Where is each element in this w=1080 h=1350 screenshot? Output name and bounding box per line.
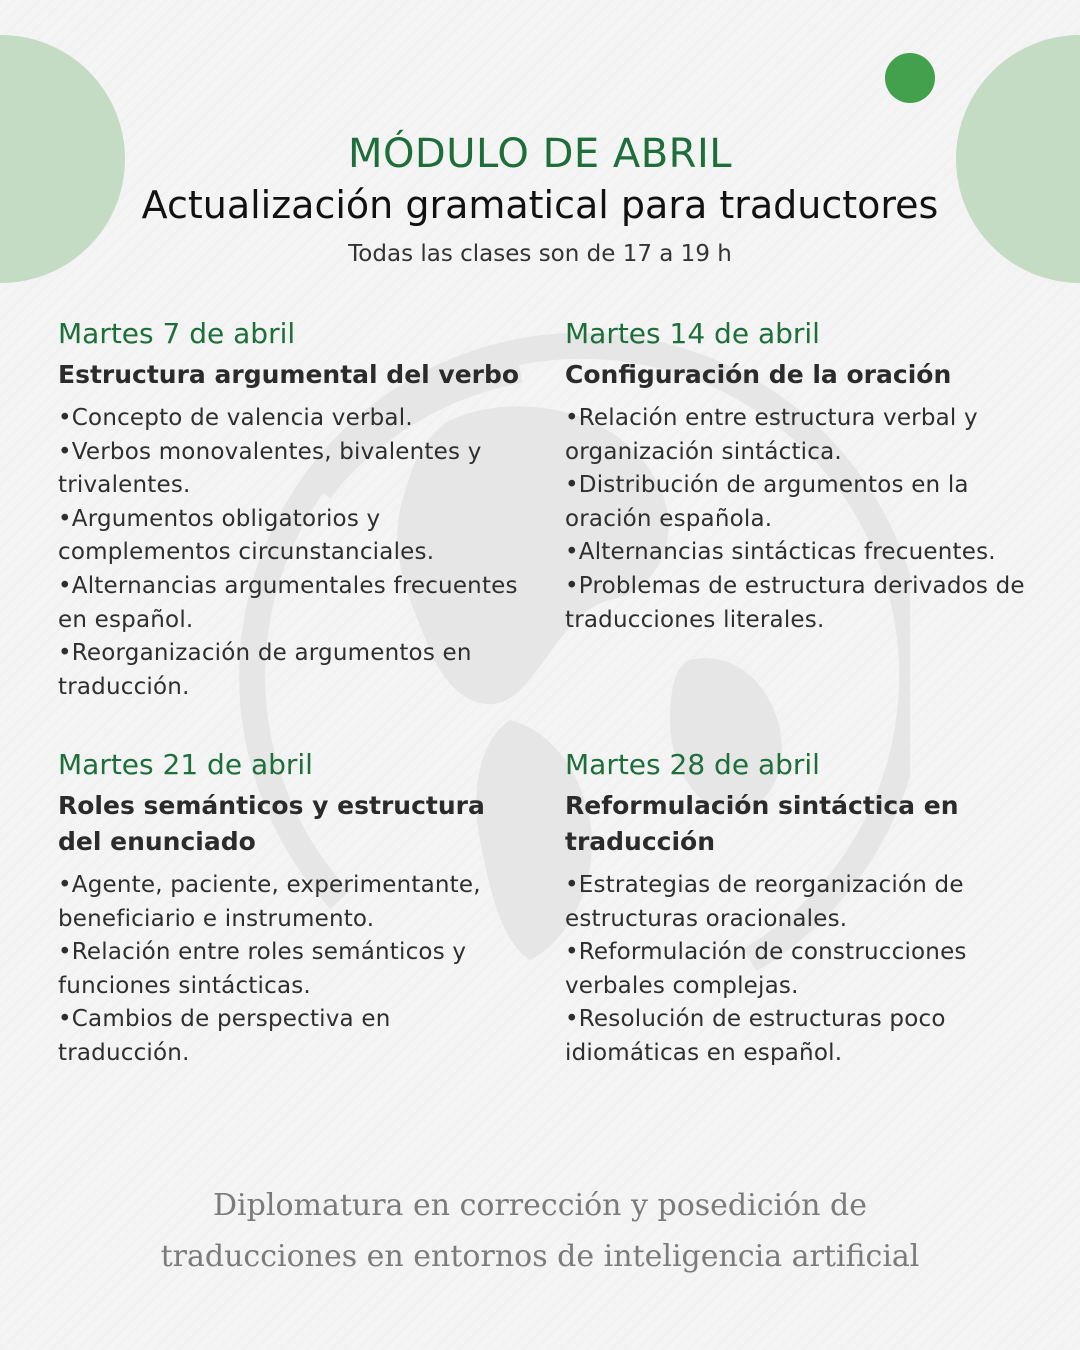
list-item: • Cambios de perspectiva en traducción.: [58, 1003, 528, 1070]
session-date: Martes 14 de abril: [565, 317, 820, 350]
session-date: Martes 7 de abril: [58, 317, 296, 350]
list-item: • Agente, paciente, experimentante, beneficiario e instrumento.: [58, 869, 528, 936]
course-title: Actualización gramatical para traductores: [141, 183, 939, 227]
list-item: • Concepto de valencia verbal.: [58, 402, 528, 436]
session-block: [565, 746, 1035, 1071]
list-item: • Verbos monovalentes, bivalentes y trivalentes.: [58, 436, 528, 503]
session-block: [565, 315, 1035, 637]
list-item: • Estrategias de reorganización de estructuras oracionales.: [565, 869, 1035, 936]
footer: [0, 1180, 1080, 1282]
session-date: Martes 21 de abril: [58, 748, 313, 781]
list-item: • Alternancias argumentales frecuentes en español.: [58, 570, 528, 637]
decorative-dot: [885, 53, 935, 103]
session-date: Martes 28 de abril: [565, 748, 820, 781]
session-topic: Roles semánticos y estructura del enunciado: [58, 791, 485, 856]
session-topic: Configuración de la oración: [565, 360, 952, 389]
list-item: • Relación entre roles semánticos y funciones sintácticas.: [58, 936, 528, 1003]
header: [0, 128, 1080, 270]
list-item: • Argumentos obligatorios y complementos circunstanciales.: [58, 503, 528, 570]
footer-line: traducciones en entornos de inteligencia artificial: [160, 1239, 920, 1274]
session-items: [565, 869, 1035, 1071]
list-item: • Reformulación de construcciones verbales complejas.: [565, 936, 1035, 1003]
session-items: [58, 869, 528, 1071]
schedule-note: Todas las clases son de 17 a 19 h: [348, 241, 732, 267]
session-block: [58, 746, 528, 1071]
session-topic: Estructura argumental del verbo: [58, 360, 520, 389]
footer-line: Diplomatura en corrección y posedición de: [213, 1188, 867, 1223]
list-item: • Problemas de estructura derivados de traducciones literales.: [565, 570, 1035, 637]
module-title: MÓDULO DE ABRIL: [347, 131, 733, 177]
session-topic: Reformulación sintáctica en traducción: [565, 791, 959, 856]
list-item: • Resolución de estructuras poco idiomáticas en español.: [565, 1003, 1035, 1070]
session-items: [58, 402, 528, 704]
list-item: • Distribución de argumentos en la oración española.: [565, 469, 1035, 536]
list-item: • Alternancias sintácticas frecuentes.: [565, 536, 1035, 570]
session-items: [565, 402, 1035, 637]
list-item: • Reorganización de argumentos en traducción.: [58, 637, 528, 704]
session-block: [58, 315, 528, 704]
list-item: • Relación entre estructura verbal y organización sintáctica.: [565, 402, 1035, 469]
